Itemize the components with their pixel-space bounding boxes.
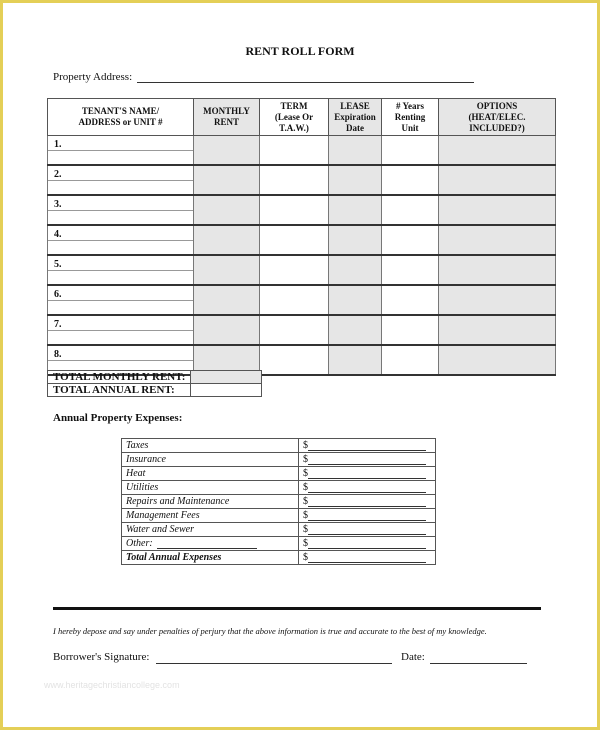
expense-row <box>122 467 436 481</box>
table-cell[interactable] <box>329 315 382 345</box>
table-cell[interactable] <box>439 255 556 285</box>
table-row <box>48 315 556 345</box>
watermark-text: www.heritagechristiancollege.com <box>44 680 180 690</box>
section-divider <box>53 607 541 610</box>
expense-label-text: Heat <box>126 468 146 479</box>
currency-symbol: $ <box>303 440 308 451</box>
table-cell[interactable] <box>382 195 439 225</box>
row-number: 7. <box>54 319 62 330</box>
expense-amount-field[interactable] <box>299 551 436 565</box>
table-cell[interactable] <box>439 136 556 166</box>
cell-divider <box>48 210 193 211</box>
expense-label <box>122 439 299 453</box>
table-cell[interactable] <box>439 315 556 345</box>
currency-symbol: $ <box>303 524 308 535</box>
amount-blank-line <box>308 548 426 549</box>
expense-label-text: Total Annual Expenses <box>126 552 222 563</box>
expense-row <box>122 509 436 523</box>
expense-amount-field[interactable] <box>299 523 436 537</box>
other-expense-field[interactable] <box>157 548 257 549</box>
column-header <box>194 99 260 136</box>
table-cell[interactable] <box>194 285 260 315</box>
table-row <box>48 195 556 225</box>
total-annual-rent-field[interactable] <box>191 384 262 397</box>
expense-label-text: Insurance <box>126 454 166 465</box>
row-number: 5. <box>54 259 62 270</box>
expense-label-text: Utilities <box>126 482 159 493</box>
expense-label <box>122 453 299 467</box>
cell-divider <box>48 270 193 271</box>
expense-amount-field[interactable] <box>299 439 436 453</box>
expense-label <box>122 495 299 509</box>
total-monthly-rent-field[interactable] <box>191 371 262 384</box>
amount-blank-line <box>308 464 426 465</box>
expense-label-text: Repairs and Maintenance <box>126 496 230 507</box>
table-cell[interactable] <box>329 255 382 285</box>
cell-divider <box>48 150 193 151</box>
table-cell[interactable] <box>382 225 439 255</box>
column-header-line: Unit <box>401 122 419 133</box>
column-header-line: RENT <box>213 117 239 127</box>
table-row <box>48 285 556 315</box>
column-header-line: Renting <box>394 111 426 122</box>
table-cell[interactable] <box>329 225 382 255</box>
expense-label-text: Other: <box>126 538 153 549</box>
expense-row <box>122 439 436 453</box>
row-number: 6. <box>54 289 62 300</box>
row-number: 8. <box>54 349 62 360</box>
table-cell[interactable] <box>329 285 382 315</box>
tenant-name-cell[interactable] <box>48 165 194 195</box>
date-label: Date: <box>401 651 425 663</box>
signature-label: Borrower's Signature: <box>53 651 150 663</box>
table-cell[interactable] <box>382 165 439 195</box>
currency-symbol: $ <box>303 468 308 479</box>
total-expenses-label <box>122 551 299 565</box>
table-cell[interactable] <box>260 195 329 225</box>
column-header <box>260 99 329 136</box>
column-header-line: ADDRESS or UNIT # <box>78 117 163 127</box>
currency-symbol: $ <box>303 510 308 521</box>
table-row <box>48 136 556 166</box>
column-header-line: TENANT'S NAME/ <box>81 106 160 116</box>
expense-row <box>122 523 436 537</box>
currency-symbol: $ <box>303 552 308 563</box>
expenses-heading: Annual Property Expenses: <box>53 412 183 424</box>
tenant-name-cell[interactable] <box>48 285 194 315</box>
amount-blank-line <box>308 520 426 521</box>
table-cell[interactable] <box>439 195 556 225</box>
expense-row <box>122 495 436 509</box>
cell-divider <box>48 240 193 241</box>
table-cell[interactable] <box>439 285 556 315</box>
table-cell[interactable] <box>260 285 329 315</box>
expense-row <box>122 481 436 495</box>
amount-blank-line <box>308 478 426 479</box>
column-header <box>382 99 439 136</box>
table-cell[interactable] <box>329 195 382 225</box>
property-address-label: Property Address: <box>53 71 133 83</box>
expense-amount-field[interactable] <box>299 481 436 495</box>
amount-blank-line <box>308 562 426 563</box>
currency-symbol: $ <box>303 496 308 507</box>
date-field[interactable] <box>430 663 527 664</box>
table-cell[interactable] <box>382 345 439 375</box>
form-title: RENT ROLL FORM <box>245 44 355 58</box>
expense-amount-field[interactable] <box>299 467 436 481</box>
expenses-table <box>121 438 436 565</box>
declaration-text: I hereby depose and say under penalties of perjury that the above information is true and accurate to the best of my knowledge. <box>53 626 487 636</box>
cell-divider <box>48 330 193 331</box>
currency-symbol: $ <box>303 538 308 549</box>
table-cell[interactable] <box>194 255 260 285</box>
table-cell[interactable] <box>260 315 329 345</box>
cell-divider <box>48 300 193 301</box>
row-number: 4. <box>54 229 62 240</box>
expense-label-text: Taxes <box>126 440 149 451</box>
signature-field[interactable] <box>156 663 392 664</box>
table-cell[interactable] <box>382 255 439 285</box>
expense-label <box>122 537 299 551</box>
column-header-line: Expiration <box>334 111 376 122</box>
expense-label <box>122 481 299 495</box>
table-cell[interactable] <box>439 345 556 375</box>
cell-divider <box>48 180 193 181</box>
amount-blank-line <box>308 492 426 493</box>
currency-symbol: $ <box>303 454 308 465</box>
table-cell[interactable] <box>329 165 382 195</box>
expense-label <box>122 523 299 537</box>
tenant-name-cell[interactable] <box>48 136 194 166</box>
rent-table-header <box>48 99 556 136</box>
expense-amount-field[interactable] <box>299 495 436 509</box>
table-cell[interactable] <box>439 165 556 195</box>
table-cell[interactable] <box>260 165 329 195</box>
column-header-line: INCLUDED?) <box>469 122 525 133</box>
column-header-line: MONTHLY <box>203 106 250 116</box>
table-cell[interactable] <box>382 285 439 315</box>
table-cell[interactable] <box>194 136 260 166</box>
expense-label-text: Management Fees <box>126 510 200 521</box>
table-cell[interactable] <box>194 315 260 345</box>
table-cell[interactable] <box>194 195 260 225</box>
table-cell[interactable] <box>439 225 556 255</box>
total-annual-rent-label: TOTAL ANNUAL RENT: <box>48 384 191 397</box>
table-cell[interactable] <box>194 165 260 195</box>
column-header-line: TERM <box>280 100 308 111</box>
table-cell[interactable] <box>329 345 382 375</box>
column-header <box>329 99 382 136</box>
totals-table <box>47 370 262 397</box>
column-header-line: (HEAT/ELEC. <box>468 111 526 122</box>
table-cell[interactable] <box>260 345 329 375</box>
table-cell[interactable] <box>329 136 382 166</box>
amount-blank-line <box>308 534 426 535</box>
column-header-line: OPTIONS <box>476 100 518 111</box>
table-row <box>48 225 556 255</box>
expense-label <box>122 467 299 481</box>
expense-amount-field[interactable] <box>299 537 436 551</box>
table-cell[interactable] <box>260 225 329 255</box>
row-number: 3. <box>54 199 62 210</box>
column-header-line: T.A.W.) <box>279 122 309 133</box>
rent-roll-table <box>47 98 556 376</box>
table-cell[interactable] <box>260 255 329 285</box>
table-cell[interactable] <box>382 315 439 345</box>
row-number: 2. <box>54 169 62 180</box>
expense-amount-field[interactable] <box>299 509 436 523</box>
column-header-line: Date <box>346 122 364 133</box>
currency-symbol: $ <box>303 482 308 493</box>
column-header <box>48 99 194 136</box>
property-address-field[interactable] <box>137 82 474 83</box>
expense-row <box>122 551 436 565</box>
tenant-name-cell[interactable] <box>48 255 194 285</box>
table-row <box>48 165 556 195</box>
expense-label <box>122 509 299 523</box>
expense-row <box>122 537 436 551</box>
table-cell[interactable] <box>194 225 260 255</box>
table-cell[interactable] <box>382 136 439 166</box>
column-header-line: LEASE <box>340 100 370 111</box>
row-number: 1. <box>54 139 62 150</box>
expense-label-text: Water and Sewer <box>126 524 194 535</box>
column-header-line: (Lease Or <box>274 111 314 122</box>
amount-blank-line <box>308 506 426 507</box>
column-header <box>439 99 556 136</box>
expense-row <box>122 453 436 467</box>
tenant-name-cell[interactable] <box>48 225 194 255</box>
cell-divider <box>48 360 193 361</box>
table-row <box>48 255 556 285</box>
table-cell[interactable] <box>260 136 329 166</box>
total-monthly-rent-label: TOTAL MONTHLY RENT: <box>48 371 191 384</box>
column-header-line: # Years <box>396 100 424 111</box>
tenant-name-cell[interactable] <box>48 195 194 225</box>
amount-blank-line <box>308 450 426 451</box>
expense-amount-field[interactable] <box>299 453 436 467</box>
tenant-name-cell[interactable] <box>48 315 194 345</box>
